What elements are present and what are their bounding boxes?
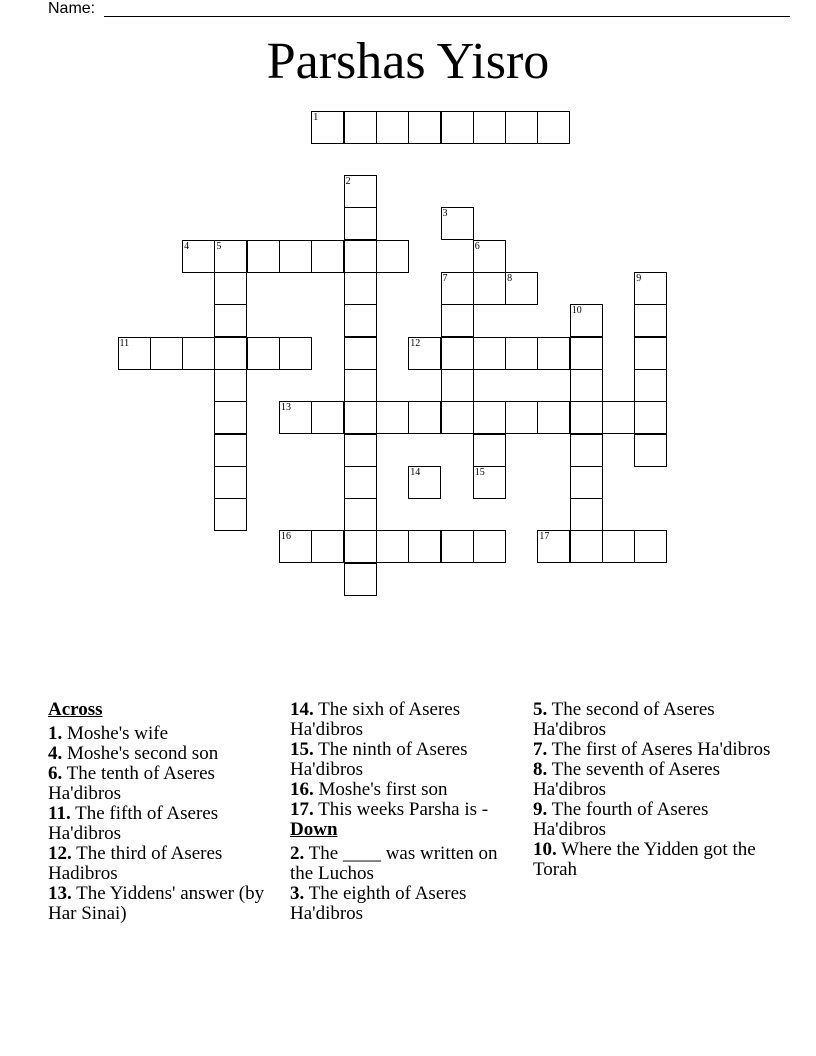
grid-cell[interactable] [182,240,215,273]
clue-item [533,700,773,740]
grid-cell[interactable] [537,111,570,144]
grid-cell[interactable] [344,337,377,370]
clue-number: 7 [442,273,448,284]
grid-cell[interactable] [570,337,603,370]
grid-cell[interactable] [311,240,344,273]
clue-item [533,800,773,840]
clue-number: 12 [410,337,421,349]
grid-cell[interactable] [279,337,312,370]
clue-item [48,804,278,844]
clue-item-text: The second of Aseres Ha'dibros [533,699,715,740]
grid-cell[interactable] [408,401,441,434]
grid-cell[interactable] [473,401,506,434]
grid-cell[interactable] [344,563,377,596]
clue-item-text: This weeks Parsha is - [313,799,489,820]
grid-cell[interactable] [505,111,538,144]
grid-cell[interactable] [311,111,344,144]
grid-cell[interactable] [537,530,570,563]
clue-number: 17 [539,531,550,543]
grid-cell[interactable] [634,272,667,305]
grid-cell[interactable] [602,401,635,434]
clue-item-text: The eighth of Aseres Ha'dibros [290,883,467,924]
grid-cell[interactable] [602,530,635,563]
clue-number: 6 [474,240,480,252]
grid-cell[interactable] [344,401,377,434]
grid-cell[interactable] [247,337,280,370]
clue-item [48,764,278,804]
grid-cell[interactable] [441,207,474,240]
clue-number: 16 [281,531,291,543]
grid-cell[interactable] [634,369,667,402]
clue-item-number: 9. [533,799,548,820]
grid-cell[interactable] [214,466,247,499]
grid-cell[interactable] [279,401,312,434]
grid-cell[interactable] [376,401,409,434]
clue-item [290,800,522,820]
clue-item [48,884,278,924]
grid-cell[interactable] [505,401,538,434]
grid-cell[interactable] [279,530,312,563]
clue-item-text: Where the Yidden got the Torah [533,839,756,880]
clue-item-text: The Yiddens' answer (by Har Sinai) [48,883,265,924]
clue-number: 10 [571,305,582,317]
name-label: Name: [48,0,96,17]
grid-cell[interactable] [311,401,344,434]
grid-cell[interactable] [570,498,603,531]
clue-item-text: The ninth of Aseres Ha'dibros [290,739,468,780]
grid-cell[interactable] [118,337,151,370]
clue-item-text: The sixh of Aseres Ha'dibros [290,699,461,740]
clue-item-number: 11. [48,803,71,824]
clue-item [48,724,278,744]
grid-cell[interactable] [473,111,506,144]
grid-cell[interactable] [634,304,667,337]
grid-cell[interactable] [408,111,441,144]
clue-item [290,844,522,884]
grid-cell[interactable] [344,207,377,240]
grid-cell[interactable] [473,240,506,273]
clue-item-text: The tenth of Aseres Ha'dibros [48,763,215,804]
clue-number: 13 [281,402,291,414]
grid-cell[interactable] [376,530,409,563]
clue-item-text: The ____ was written on the Luchos [290,843,498,884]
clue-number: 8 [507,273,513,284]
clue-section-heading: Down [290,819,338,840]
grid-cell[interactable] [214,272,247,305]
clue-item-text: The fifth of Aseres Ha'dibros [48,803,219,844]
grid-cell[interactable] [214,369,247,402]
clue-section-heading: Across [48,699,103,720]
clue-item-text: Moshe's wife [62,723,169,744]
grid-cell[interactable] [344,498,377,531]
clue-number: 1 [313,111,319,123]
clue-item-number: 6. [48,763,63,784]
clue-item-number: 12. [48,843,72,864]
grid-cell[interactable] [344,466,377,499]
grid-cell[interactable] [441,530,474,563]
clue-number: 2 [345,176,351,188]
grid-cell[interactable] [634,530,667,563]
clue-item [533,760,773,800]
grid-cell[interactable] [344,369,377,402]
clue-item-number: 5. [533,699,548,720]
grid-cell[interactable] [634,337,667,370]
page-title: Parshas Yisro [266,33,550,90]
clue-item-number: 4. [48,743,63,764]
grid-cell[interactable] [570,304,603,337]
clue-item [533,740,773,760]
grid-cell[interactable] [537,337,570,370]
clue-item-text: The third of Aseres Hadibros [48,843,223,884]
grid-cell[interactable] [279,240,312,273]
clues-column-1 [48,700,278,924]
grid-cell[interactable] [150,337,183,370]
grid-cell[interactable] [214,401,247,434]
grid-cell[interactable] [570,369,603,402]
grid-cell[interactable] [473,337,506,370]
grid-cell[interactable] [344,530,377,563]
clue-item-number: 8. [533,759,548,780]
clue-item-number: 17. [290,799,314,820]
grid-cell[interactable] [441,337,474,370]
grid-cell[interactable] [441,401,474,434]
grid-cell[interactable] [376,111,409,144]
clue-item-number: 16. [290,779,314,800]
clue-item-number: 1. [48,723,63,744]
grid-cell[interactable] [537,401,570,434]
grid-cell[interactable] [441,111,474,144]
grid-cell[interactable] [214,337,247,370]
grid-cell[interactable] [473,530,506,563]
clue-item-text: The first of Aseres Ha'dibros [547,739,771,760]
grid-cell[interactable] [344,240,377,273]
clue-item-number: 7. [533,739,548,760]
grid-cell[interactable] [441,272,474,305]
clue-number: 3 [442,208,448,220]
grid-cell[interactable] [376,240,409,273]
clue-number: 14 [410,466,421,478]
grid-cell[interactable] [473,434,506,467]
grid-cell[interactable] [441,369,474,402]
grid-cell[interactable] [408,530,441,563]
clue-number: 4 [184,240,190,252]
clue-item [290,780,522,800]
grid-cell[interactable] [214,240,247,273]
clue-item-number: 3. [290,883,305,904]
clue-item-text: The seventh of Aseres Ha'dibros [533,759,720,800]
clue-item [290,740,522,780]
clue-item-text: Moshe's second son [62,743,219,764]
grid-cell[interactable] [570,530,603,563]
grid-cell[interactable] [570,434,603,467]
clue-item-number: 14. [290,699,314,720]
clue-number: 11 [119,337,130,349]
grid-cell[interactable] [473,466,506,499]
clue-item [48,844,278,884]
grid-cell[interactable] [570,401,603,434]
clue-item-number: 2. [290,843,305,864]
clue-item [290,700,522,740]
grid-cell[interactable] [344,434,377,467]
clue-item-text: Moshe's first son [313,779,448,800]
clues-column-3 [533,700,773,880]
grid-cell[interactable] [505,337,538,370]
grid-cell[interactable] [441,304,474,337]
clue-item [290,884,522,924]
clue-item-number: 15. [290,739,314,760]
clue-item [48,744,278,764]
clue-number: 5 [216,240,222,252]
clue-item-number: 13. [48,883,72,904]
grid-cell[interactable] [473,272,506,305]
grid-cell[interactable] [634,434,667,467]
grid-cell[interactable] [247,240,280,273]
grid-cell[interactable] [182,337,215,370]
clue-number: 15 [474,466,485,478]
grid-cell[interactable] [214,434,247,467]
clue-item [533,840,773,880]
clue-number: 9 [636,273,642,284]
grid-cell[interactable] [344,272,377,305]
clue-item-text: The fourth of Aseres Ha'dibros [533,799,709,840]
grid-cell[interactable] [344,175,377,208]
grid-cell[interactable] [214,498,247,531]
grid-cell[interactable] [408,337,441,370]
grid-cell[interactable] [634,401,667,434]
grid-cell[interactable] [344,111,377,144]
grid-cell[interactable] [344,304,377,337]
clue-item-number: 10. [533,839,557,860]
grid-cell[interactable] [311,530,344,563]
grid-cell[interactable] [408,466,441,499]
grid-cell[interactable] [505,272,538,305]
clues-column-2 [290,700,522,924]
grid-cell[interactable] [570,466,603,499]
grid-cell[interactable] [214,304,247,337]
